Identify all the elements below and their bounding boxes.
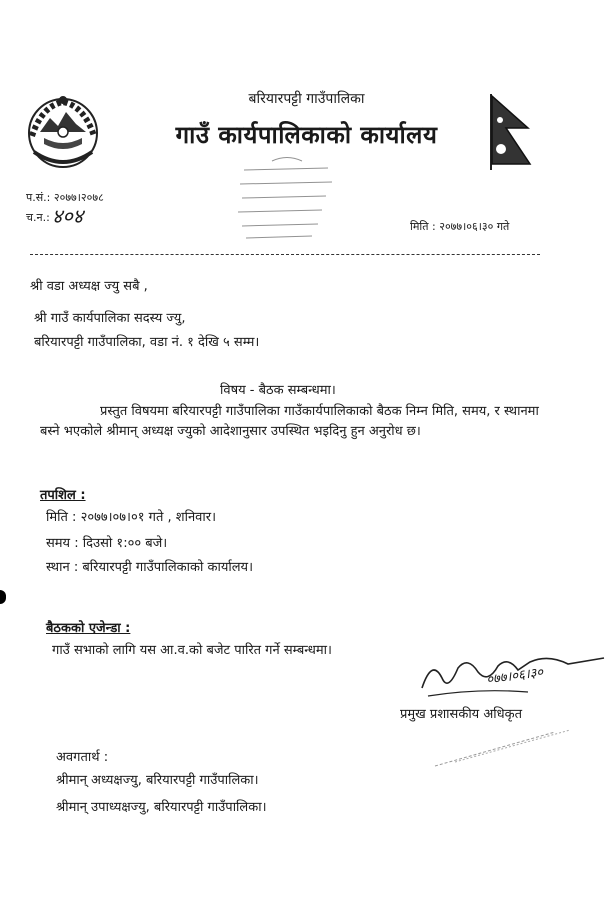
reference-number: प.सं.: २०७७।२०७८ <box>26 191 104 204</box>
recipient-line: श्री गाउँ कार्यपालिका सदस्य ज्यु, <box>34 311 186 326</box>
cc-heading: अवगतार्थ : <box>56 750 109 765</box>
agenda-item: गाउँ सभाको लागि यस आ.व.को बजेट पारित गर्ने सम्बन्धमा। <box>52 643 332 658</box>
letter-date: मिति : २०७७।०६।३० गते <box>410 220 510 233</box>
signatory-stamp <box>425 712 575 772</box>
subject-line: विषय - बैठक सम्बन्धमा। <box>220 383 336 398</box>
punch-hole-mark <box>0 590 6 604</box>
recipient-line: बरियारपट्टी गाउँपालिका, वडा नं. १ देखि ५ सम्म। <box>34 335 260 350</box>
details-heading: तपशिल : <box>40 488 86 503</box>
municipality-name: बरियारपट्टी गाउँपालिका <box>248 91 365 107</box>
letter-body: प्रस्तुत विषयमा बरियारपट्टी गाउँपालिका गाउँकार्यपालिकाको बैठक निम्न मिति, समय, र स्थानमा बस्ने भएकोले श्रीमान् अध्यक्ष ज्युको आदेशानुसार उपस्थित भइदिनु हुन अनुरोध छ। <box>40 404 539 439</box>
dispatch-number: ४०४ <box>52 204 84 228</box>
meeting-date: मिति : २०७७।०७।०१ गते , शनिवार। <box>46 510 217 525</box>
header-divider <box>30 254 540 255</box>
meeting-time: समय : दिउसो १:०० बजे। <box>46 536 168 551</box>
dispatch-label: च.न.: <box>26 211 50 224</box>
meeting-place: स्थान : बरियारपट्टी गाउँपालिकाको कार्यालय। <box>46 560 254 575</box>
recipient-line: श्री वडा अध्यक्ष ज्यु सबै , <box>30 279 148 294</box>
agenda-heading: बैठकको एजेन्डा : <box>46 621 131 636</box>
signature-date: ०७७।०६।३० <box>485 665 545 688</box>
office-title: गाउँ कार्यपालिकाको कार्यालय <box>175 121 438 149</box>
office-stamp <box>232 156 342 246</box>
nepal-flag-icon <box>490 94 532 170</box>
signatory-title: प्रमुख प्रशासकीय अधिकृत <box>400 707 523 722</box>
cc-item: श्रीमान् उपाध्यक्षज्यु, बरियारपट्टी गाउँपालिका। <box>56 800 267 815</box>
cc-item: श्रीमान् अध्यक्षज्यु, बरियारपट्टी गाउँपालिका। <box>56 773 259 788</box>
